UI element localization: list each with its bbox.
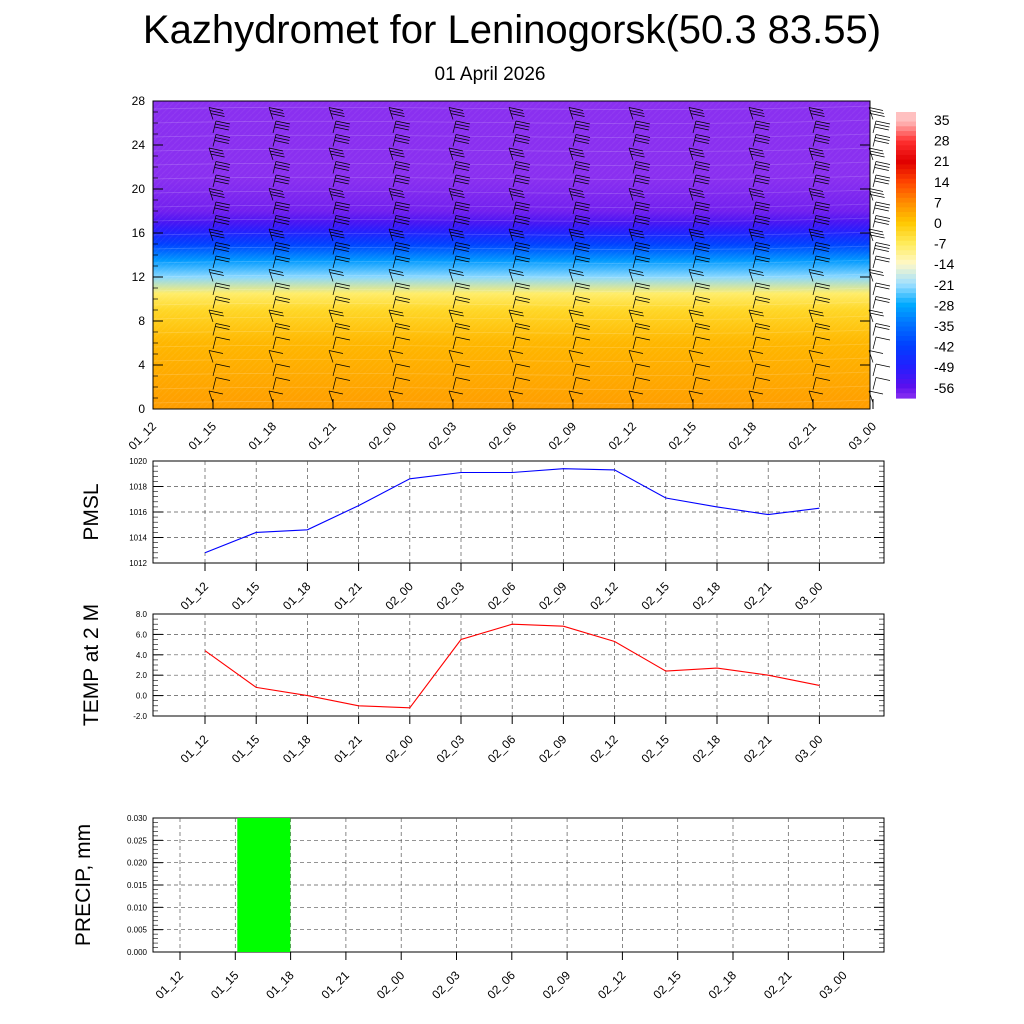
- ytick-label: 8.0: [135, 610, 147, 619]
- wind-barb-staff: [873, 337, 876, 349]
- ytick-label: 0.020: [126, 858, 147, 868]
- wind-barb-flag: [870, 192, 884, 195]
- wind-barb: [873, 216, 890, 228]
- precip-bar: [237, 818, 290, 952]
- wind-barb-flag: [870, 232, 884, 235]
- colorbar-cell: [896, 346, 916, 351]
- xtick-label: 03_00: [792, 732, 826, 766]
- cross-section-panel: [126, 94, 890, 453]
- xtick-label: 02_03: [429, 968, 463, 1002]
- wind-barb-flag: [869, 108, 883, 111]
- wind-barb-flag: [871, 154, 885, 157]
- colorbar-cell: [896, 179, 916, 184]
- temp-panel: [80, 604, 884, 766]
- heatmap-xtick-label: 02_21: [785, 419, 820, 453]
- colorbar-cell: [896, 145, 916, 150]
- wind-barb: [873, 378, 890, 390]
- wind-barb: [869, 148, 885, 160]
- colorbar-cell: [896, 303, 916, 308]
- wind-barb-flag: [870, 151, 884, 154]
- colorbar-cell: [896, 393, 916, 398]
- ytick-label: 0.030: [126, 814, 147, 823]
- xtick-label: 03_00: [792, 579, 826, 613]
- colorbar-cell: [896, 336, 916, 341]
- xtick-label: 01_21: [331, 579, 365, 613]
- wind-barb-flag: [875, 165, 889, 168]
- xtick-label: 02_09: [539, 968, 574, 1002]
- colorbar-cell: [896, 250, 916, 255]
- wind-barb-flag: [875, 327, 889, 330]
- wind-barb: [869, 310, 884, 322]
- heatmap-ytick-label: 28: [131, 94, 145, 108]
- colorbar-cell: [896, 207, 916, 212]
- xtick-label: 01_12: [177, 732, 212, 766]
- xtick-label: 01_12: [177, 579, 212, 613]
- heatmap-xtick-label: 02_00: [365, 419, 400, 453]
- wind-barb-flag: [876, 297, 890, 300]
- colorbar-cell: [896, 293, 916, 298]
- xtick-label: 02_06: [484, 579, 519, 613]
- colorbar-cell: [896, 198, 916, 203]
- wind-barb: [873, 324, 890, 336]
- wind-barb: [869, 351, 883, 363]
- colorbar-cell: [896, 274, 916, 279]
- wind-barb-flag: [876, 121, 890, 124]
- colorbar-label: -28: [934, 297, 955, 314]
- wind-barb-flag: [876, 243, 890, 246]
- y-axis-label: TEMP at 2 M: [80, 603, 103, 727]
- precip-panel: [72, 814, 884, 1002]
- wind-barb-flag: [875, 286, 889, 289]
- ytick-label: 6.0: [135, 630, 147, 640]
- wind-barb-flag: [875, 168, 889, 171]
- colorbar-cell: [896, 298, 916, 303]
- colorbar-cell: [896, 117, 916, 122]
- heatmap-ytick-label: 12: [131, 270, 145, 284]
- ytick-label: 0.000: [126, 948, 147, 957]
- wind-barb-flag: [876, 175, 890, 178]
- wind-barb-staff: [873, 297, 876, 309]
- colorbar-cell: [896, 365, 916, 370]
- ytick-label: 1020: [129, 457, 147, 466]
- xtick-label: 02_00: [382, 732, 416, 766]
- wind-barb: [873, 135, 890, 147]
- xtick-label: 02_21: [740, 579, 775, 613]
- colorbar-cell: [896, 203, 916, 208]
- wind-barb-staff: [873, 364, 876, 376]
- colorbar-cell: [896, 226, 916, 231]
- colorbar-cell: [896, 327, 916, 332]
- wind-barb: [873, 297, 890, 309]
- wind-barb-flag: [875, 181, 889, 184]
- wind-barb: [873, 337, 890, 349]
- wind-barb: [873, 283, 890, 295]
- xtick-label: 02_00: [373, 968, 408, 1002]
- ytick-label: 0.010: [126, 903, 147, 913]
- colorbar-cell: [896, 388, 916, 393]
- wind-barb-flag: [871, 195, 885, 198]
- xtick-label: 02_12: [595, 968, 629, 1002]
- colorbar-cell: [896, 193, 916, 198]
- wind-barb-flag: [875, 208, 889, 211]
- colorbar-cell: [896, 269, 916, 274]
- xtick-label: 02_00: [382, 579, 416, 613]
- wind-barb-flag: [869, 270, 883, 273]
- colorbar-label: 21: [934, 153, 950, 170]
- wind-barb: [869, 270, 884, 282]
- colorbar-cell: [896, 255, 916, 260]
- colorbar-cell: [896, 322, 916, 327]
- colorbar-cell: [896, 360, 916, 365]
- ytick-label: 1012: [129, 559, 147, 568]
- colorbar-cell: [896, 245, 916, 250]
- wind-barb: [869, 229, 885, 241]
- wind-barb-flag: [870, 273, 884, 276]
- ytick-label: -2.0: [133, 712, 147, 721]
- ytick-label: 0.005: [126, 925, 147, 935]
- chart-title: Kazhydromet for Leninogorsk(50.3 83.55): [142, 8, 882, 52]
- wind-barb-staff: [873, 324, 876, 336]
- colorbar-cell: [896, 122, 916, 127]
- colorbar-cell: [896, 241, 916, 246]
- colorbar: [896, 112, 954, 399]
- colorbar-cell: [896, 312, 916, 317]
- heatmap-xtick-label: 02_09: [545, 419, 580, 453]
- wind-barb: [873, 243, 890, 255]
- wind-barb: [873, 256, 890, 268]
- wind-barb: [869, 189, 885, 201]
- xtick-label: 01_21: [318, 968, 353, 1002]
- colorbar-cell: [896, 155, 916, 160]
- colorbar-label: 35: [934, 112, 950, 128]
- xtick-label: 02_15: [650, 968, 684, 1002]
- wind-barb-flag: [869, 391, 883, 394]
- xtick-label: 02_03: [433, 579, 468, 613]
- colorbar-cell: [896, 331, 916, 336]
- colorbar-cell: [896, 260, 916, 265]
- colorbar-cell: [896, 265, 916, 270]
- ytick-label: 0.015: [126, 881, 147, 890]
- heatmap-xtick-label: 02_12: [605, 419, 640, 453]
- xtick-label: 01_21: [331, 732, 365, 766]
- colorbar-cell: [896, 279, 916, 284]
- colorbar-cell: [896, 355, 916, 360]
- wind-barb-flag: [875, 300, 889, 303]
- wind-barb-flag: [870, 313, 884, 316]
- xtick-label: 02_06: [484, 732, 519, 766]
- chart-subtitle: 01 April 2026: [434, 64, 546, 85]
- colorbar-cell: [896, 350, 916, 355]
- colorbar-label: 28: [934, 132, 950, 149]
- heatmap-xtick-label: 01_15: [185, 419, 220, 453]
- colorbar-cell: [896, 307, 916, 312]
- colorbar-cell: [896, 222, 916, 227]
- wind-barb: [869, 108, 885, 120]
- colorbar-label: -42: [934, 338, 955, 355]
- xtick-label: 02_15: [638, 732, 672, 766]
- colorbar-cell: [896, 160, 916, 165]
- colorbar-cell: [896, 184, 916, 189]
- heatmap-ytick-label: 20: [131, 182, 145, 196]
- ytick-label: 1016: [129, 508, 147, 517]
- ytick-label: 0.0: [135, 691, 147, 701]
- panel-frame: [153, 614, 884, 716]
- xtick-label: 01_12: [152, 968, 187, 1002]
- ytick-label: 1018: [129, 482, 147, 492]
- heatmap-xtick-label: 01_21: [305, 419, 340, 453]
- heatmap-xtick-label: 01_18: [245, 419, 280, 453]
- colorbar-cell: [896, 379, 916, 384]
- wind-barb-flag: [876, 364, 890, 367]
- xtick-label: 02_21: [760, 968, 795, 1002]
- colorbar-cell: [896, 164, 916, 169]
- wind-barb-flag: [876, 162, 890, 165]
- wind-barb-flag: [875, 141, 889, 144]
- wind-barb-flag: [876, 378, 890, 381]
- heatmap-texture: [153, 101, 870, 409]
- colorbar-label: 14: [934, 173, 950, 190]
- heatmap-ytick-label: 24: [131, 138, 145, 152]
- heatmap-xtick-label: 02_06: [485, 419, 520, 453]
- wind-barb-flag: [875, 246, 889, 249]
- xtick-label: 02_09: [536, 579, 570, 613]
- wind-barb-flag: [875, 222, 889, 225]
- heatmap-xtick-label: 03_00: [845, 419, 880, 453]
- wind-barb-flag: [876, 324, 890, 327]
- y-axis-label: PRECIP, mm: [72, 823, 95, 947]
- xtick-label: 02_21: [740, 732, 775, 766]
- colorbar-cell: [896, 288, 916, 293]
- colorbar-cell: [896, 136, 916, 141]
- colorbar-cell: [896, 169, 916, 174]
- colorbar-label: 0: [934, 215, 942, 231]
- colorbar-cell: [896, 231, 916, 236]
- colorbar-cell: [896, 174, 916, 179]
- wind-barb-flag: [869, 229, 883, 232]
- heatmap-xtick-label: 02_18: [725, 419, 760, 453]
- wind-barb-flag: [876, 283, 890, 286]
- colorbar-label: -56: [934, 379, 955, 396]
- heatmap-ytick-label: 4: [138, 358, 145, 372]
- colorbar-cell: [896, 112, 916, 117]
- ytick-label: 1014: [129, 533, 147, 543]
- colorbar-cell: [896, 141, 916, 146]
- xtick-label: 02_15: [638, 579, 672, 613]
- xtick-label: 02_06: [484, 968, 518, 1002]
- wind-barb-flag: [871, 235, 885, 238]
- wind-barb-flag: [875, 219, 889, 222]
- colorbar-cell: [896, 284, 916, 289]
- ytick-label: 2.0: [135, 671, 147, 681]
- colorbar-cell: [896, 374, 916, 379]
- xtick-label: 01_15: [207, 968, 242, 1002]
- ytick-label: 0.025: [126, 836, 147, 846]
- heatmap-xtick-label: 01_12: [125, 419, 160, 453]
- wind-barb-flag: [876, 202, 890, 205]
- colorbar-label: -14: [934, 256, 955, 273]
- ytick-label: 4.0: [135, 650, 147, 660]
- wind-barb: [873, 175, 890, 187]
- wind-barb-flag: [875, 249, 889, 252]
- heatmap-xtick-label: 02_03: [425, 419, 460, 453]
- colorbar-cell: [896, 212, 916, 217]
- colorbar-cell: [896, 126, 916, 131]
- xtick-label: 02_12: [587, 579, 621, 613]
- wind-barb: [873, 121, 890, 133]
- wind-barb-flag: [869, 148, 883, 151]
- wind-barb: [873, 202, 890, 214]
- colorbar-cell: [896, 236, 916, 241]
- colorbar-label: -49: [934, 359, 955, 376]
- colorbar-cell: [896, 217, 916, 222]
- xtick-label: 01_15: [228, 579, 263, 613]
- wind-barb-staff: [873, 283, 876, 295]
- xtick-label: 02_09: [536, 732, 570, 766]
- wind-barb-staff: [873, 378, 876, 390]
- xtick-label: 02_12: [587, 732, 621, 766]
- heatmap-xtick-label: 02_15: [665, 419, 700, 453]
- xtick-label: 02_03: [433, 732, 468, 766]
- wind-barb-flag: [875, 205, 889, 208]
- colorbar-cell: [896, 150, 916, 155]
- colorbar-cell: [896, 317, 916, 322]
- colorbar-label: -7: [934, 235, 947, 252]
- wind-barb-flag: [876, 216, 890, 219]
- heatmap-ytick-label: 0: [138, 402, 145, 416]
- wind-barb-flag: [876, 135, 890, 138]
- wind-barb-flag: [870, 111, 884, 114]
- wind-barb-flag: [875, 127, 889, 130]
- colorbar-label: 7: [934, 194, 942, 211]
- colorbar-cell: [896, 369, 916, 374]
- heatmap-ytick-label: 16: [131, 226, 145, 240]
- heatmap-ytick-label: 8: [138, 314, 145, 328]
- wind-barb-flag: [869, 351, 883, 354]
- colorbar-label: -21: [934, 276, 955, 293]
- wind-barb-flag: [875, 138, 889, 141]
- wind-barb-flag: [875, 259, 889, 262]
- wind-barb-flag: [869, 310, 883, 313]
- wind-barb-flag: [875, 124, 889, 127]
- wind-barb: [873, 364, 890, 376]
- wind-barb-flag: [876, 337, 890, 340]
- colorbar-cell: [896, 131, 916, 136]
- colorbar-cell: [896, 341, 916, 346]
- xtick-label: 01_18: [280, 732, 314, 766]
- xtick-label: 02_18: [705, 968, 740, 1002]
- colorbar-cell: [896, 188, 916, 193]
- xtick-label: 03_00: [816, 968, 850, 1002]
- pmsl-panel: [80, 457, 884, 613]
- xtick-label: 02_18: [689, 732, 724, 766]
- y-axis-label: PMSL: [80, 483, 103, 541]
- colorbar-label: -35: [934, 318, 955, 334]
- xtick-label: 01_15: [228, 732, 263, 766]
- wind-barb-flag: [876, 256, 890, 259]
- colorbar-cell: [896, 384, 916, 389]
- xtick-label: 02_18: [689, 579, 724, 613]
- xtick-label: 01_18: [280, 579, 314, 613]
- wind-barb: [869, 391, 883, 403]
- wind-barb-flag: [871, 114, 885, 117]
- wind-barb-staff: [873, 256, 876, 268]
- wind-barb: [873, 162, 890, 174]
- wind-barb-flag: [875, 178, 889, 181]
- xtick-label: 01_18: [263, 968, 297, 1002]
- wind-barb-flag: [869, 189, 883, 192]
